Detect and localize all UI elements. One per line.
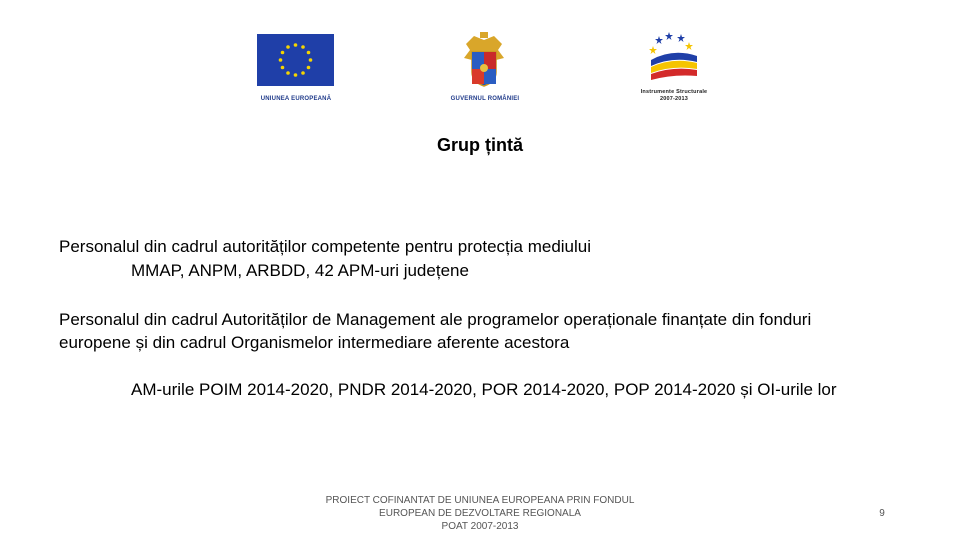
romanian-coat-of-arms-icon (458, 30, 510, 92)
paragraph-1-line-2: MMAP, ANPM, ARBDD, 42 APM-uri județene (131, 261, 469, 280)
gov-caption: GUVERNUL ROMÂNIEI (450, 96, 520, 102)
structural-instruments-logo-icon (645, 30, 701, 86)
paragraph-1-line-1: Personalul din cadrul autorităților competente pentru protecția mediului (59, 237, 592, 256)
is-caption-line2: 2007-2013 (659, 96, 689, 102)
structural-instruments-caption (632, 89, 716, 103)
footer-text (300, 494, 660, 533)
footer-line-3: POAT 2007-2013 (441, 521, 519, 532)
paragraph-2-line-1: Personalul din cadrul Autorităților de Management ale programelor operaționale finanțate din fonduri (59, 310, 812, 329)
footer-line-1: PROIECT COFINANTAT DE UNIUNEA EUROPEANA PRIN FONDUL (325, 495, 635, 506)
eu-caption: UNIUNEA EUROPEANĂ (260, 96, 332, 102)
page-number: 9 (879, 508, 885, 519)
eu-flag-icon (257, 34, 334, 86)
slide-title: Grup țintă (437, 135, 523, 155)
footer-line-2: EUROPEAN DE DEZVOLTARE REGIONALA (379, 508, 581, 519)
paragraph-3: AM-urile POIM 2014-2020, PNDR 2014-2020, POR 2014-2020, POP 2014-2020 și OI-urile lor (131, 380, 837, 399)
paragraph-2-line-2: europene și din cadrul Organismelor intermediare aferente acestora (59, 333, 570, 352)
is-caption-line1: Instrumente Structurale (640, 89, 708, 95)
